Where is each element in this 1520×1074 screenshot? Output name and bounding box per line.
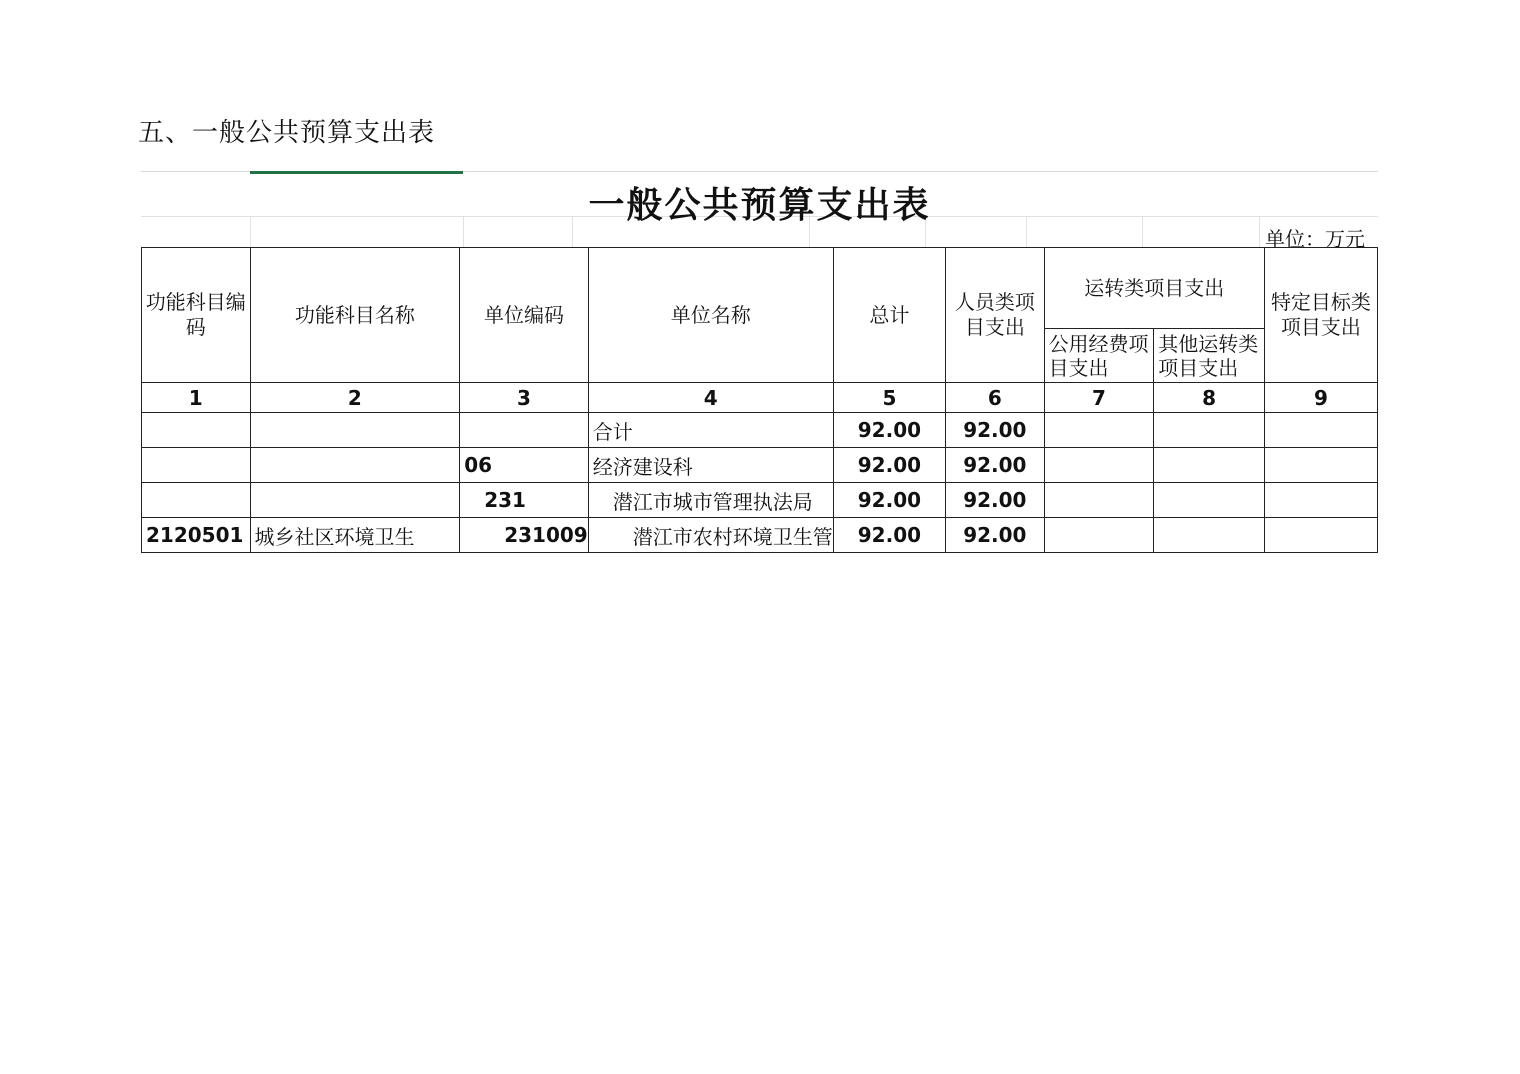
column-number: 1: [142, 383, 251, 413]
func-name-cell: 城乡社区环境卫生: [250, 518, 460, 553]
func-code-cell: [142, 483, 251, 518]
header-public-funds: 公用经费项目支出: [1044, 329, 1154, 383]
func-code-cell: [142, 448, 251, 483]
personnel-cell: 92.00: [946, 413, 1044, 448]
total-cell: 92.00: [833, 448, 945, 483]
other-operating-cell: [1154, 413, 1265, 448]
header-unit-code: 单位编码: [460, 248, 589, 383]
column-number: 5: [833, 383, 945, 413]
unit-name-cell: 经济建设科: [588, 448, 833, 483]
unit-code-cell: [460, 413, 589, 448]
table-row: [142, 448, 1378, 483]
sheet-title: 一般公共预算支出表: [588, 185, 931, 226]
func-name-cell: [250, 413, 460, 448]
func-code-cell: 2120501: [142, 518, 251, 553]
public-funds-cell: [1044, 413, 1154, 448]
spreadsheet-sheet: [141, 171, 1378, 553]
column-number: 7: [1044, 383, 1154, 413]
unit-code-cell: 06: [460, 448, 589, 483]
total-cell: 92.00: [833, 413, 945, 448]
func-code-cell: [142, 413, 251, 448]
total-cell: 92.00: [833, 483, 945, 518]
other-operating-cell: [1154, 448, 1265, 483]
table-row: [142, 518, 1378, 553]
column-number: 2: [250, 383, 460, 413]
specific-cell: [1264, 518, 1377, 553]
column-number: 8: [1154, 383, 1265, 413]
unit-name-cell: 潜江市城市管理执法局: [588, 483, 833, 518]
column-number: 3: [460, 383, 589, 413]
other-operating-cell: [1154, 483, 1265, 518]
header-func-name: 功能科目名称: [250, 248, 460, 383]
table-row: [142, 483, 1378, 518]
specific-cell: [1264, 413, 1377, 448]
unit-code-cell: 231: [460, 483, 589, 518]
specific-cell: [1264, 483, 1377, 518]
public-funds-cell: [1044, 518, 1154, 553]
func-name-cell: [250, 448, 460, 483]
unit-code-cell: 231009: [460, 518, 589, 553]
header-other-operating: 其他运转类项目支出: [1154, 329, 1265, 383]
header-operating: 运转类项目支出: [1044, 248, 1264, 329]
public-funds-cell: [1044, 448, 1154, 483]
header-total: 总计: [833, 248, 945, 383]
other-operating-cell: [1154, 518, 1265, 553]
personnel-cell: 92.00: [946, 483, 1044, 518]
header-personnel: 人员类项目支出: [946, 248, 1044, 383]
personnel-cell: 92.00: [946, 518, 1044, 553]
column-number: 4: [588, 383, 833, 413]
expenditure-table: [141, 247, 1378, 553]
total-cell: 92.00: [833, 518, 945, 553]
table-row: [142, 413, 1378, 448]
unit-label: 单位：万元: [1265, 227, 1365, 251]
section-heading: 五、一般公共预算支出表: [138, 118, 436, 148]
header-specific: 特定目标类项目支出: [1264, 248, 1377, 383]
column-number-row: [142, 383, 1378, 413]
public-funds-cell: [1044, 483, 1154, 518]
column-number: 9: [1264, 383, 1377, 413]
personnel-cell: 92.00: [946, 448, 1044, 483]
unit-name-cell: 合计: [588, 413, 833, 448]
selected-column-indicator: [250, 171, 463, 174]
specific-cell: [1264, 448, 1377, 483]
unit-name-cell: 潜江市农村环境卫生管: [588, 518, 833, 553]
header-unit-name: 单位名称: [588, 248, 833, 383]
func-name-cell: [250, 483, 460, 518]
header-func-code: 功能科目编码: [142, 248, 251, 383]
column-number: 6: [946, 383, 1044, 413]
